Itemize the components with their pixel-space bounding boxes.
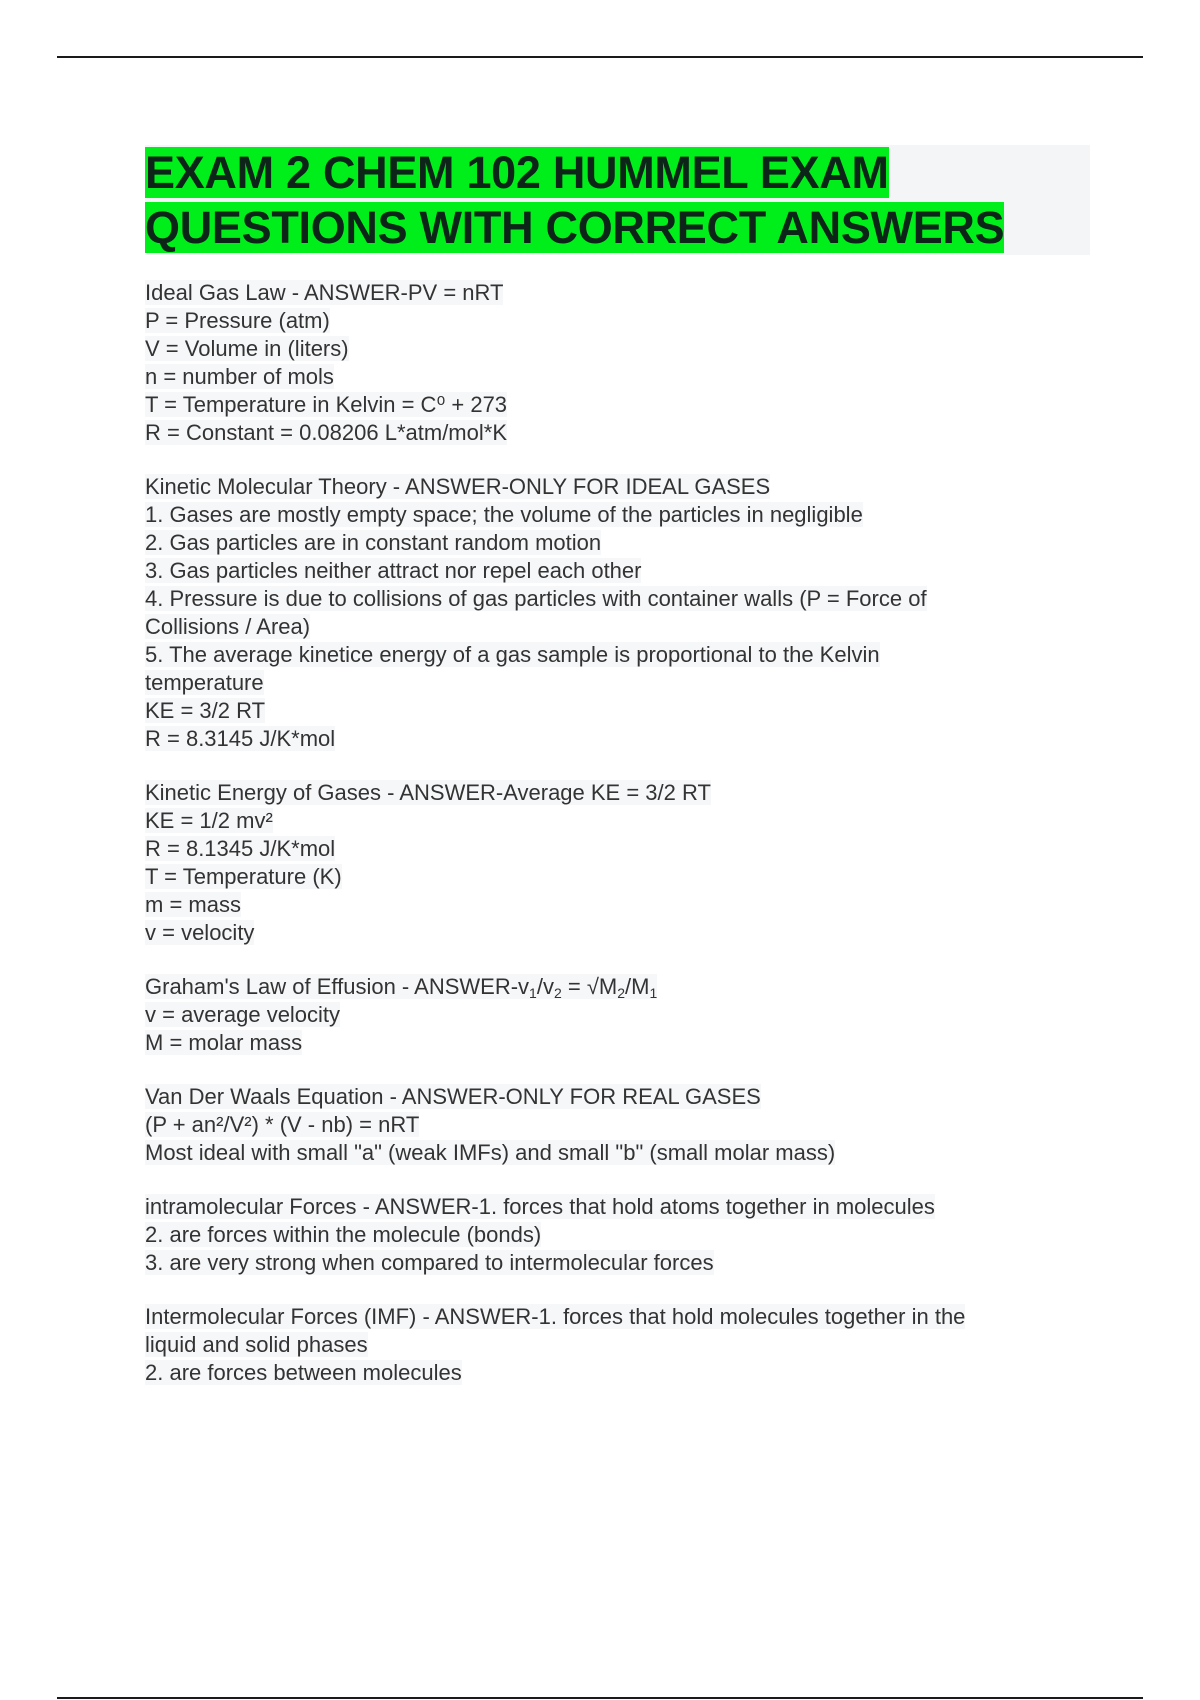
qa-kinetic-energy-of-gases — [145, 779, 1090, 947]
qa-intramolecular-forces — [145, 1193, 1090, 1277]
qa-line: 3. Gas particles neither attract nor repel each other — [145, 558, 642, 583]
qa-line: KE = 3/2 RT — [145, 698, 266, 723]
qa-line: Van Der Waals Equation - ANSWER-ONLY FOR REAL GASES — [145, 1084, 761, 1109]
bottom-rule — [57, 1697, 1143, 1699]
grahams-law-equation — [145, 974, 657, 999]
qa-line: temperature — [145, 670, 264, 695]
qa-line: KE = 1/2 mv² — [145, 808, 273, 833]
subscript: 1 — [529, 985, 537, 1001]
qa-line: R = 8.3145 J/K*mol — [145, 726, 336, 751]
qa-line: Most ideal with small "a" (weak IMFs) and small "b" (small molar mass) — [145, 1140, 836, 1165]
qa-line: intramolecular Forces - ANSWER-1. forces that hold atoms together in molecules — [145, 1194, 935, 1219]
qa-van-der-waals — [145, 1083, 1090, 1167]
qa-line: P = Pressure (atm) — [145, 308, 330, 333]
qa-line: n = number of mols — [145, 364, 334, 389]
top-rule — [57, 56, 1143, 58]
qa-line: liquid and solid phases — [145, 1332, 368, 1357]
document-title — [145, 145, 1090, 255]
subscript: 2 — [617, 985, 626, 1001]
qa-line: V = Volume in (liters) — [145, 336, 349, 361]
qa-line: v = average velocity — [145, 1002, 341, 1027]
qa-line: R = 8.1345 J/K*mol — [145, 836, 336, 861]
equation-text: /M — [625, 974, 650, 999]
qa-line: (P + an²/V²) * (V - nb) = nRT — [145, 1112, 420, 1137]
qa-intermolecular-forces — [145, 1303, 1090, 1387]
qa-ideal-gas-law — [145, 279, 1090, 447]
equation-text: Graham's Law of Effusion - ANSWER-v — [145, 974, 530, 999]
qa-line: Kinetic Energy of Gases - ANSWER-Average KE = 3/2 RT — [145, 780, 711, 805]
document-body — [145, 145, 1090, 1413]
qa-line: 4. Pressure is due to collisions of gas particles with container walls (P = Force of — [145, 586, 927, 611]
qa-line: v = velocity — [145, 920, 255, 945]
qa-line: m = mass — [145, 892, 241, 917]
equation-text: /v — [536, 974, 554, 999]
title-line-2: QUESTIONS WITH CORRECT ANSWERS — [145, 202, 1005, 253]
qa-line: 2. Gas particles are in constant random motion — [145, 530, 602, 555]
qa-line: Intermolecular Forces (IMF) - ANSWER-1. forces that hold molecules together in the — [145, 1304, 966, 1329]
qa-grahams-law — [145, 973, 1090, 1057]
title-block — [145, 145, 1090, 255]
qa-line: R = Constant = 0.08206 L*atm/mol*K — [145, 420, 507, 445]
qa-line: 3. are very strong when compared to intermolecular forces — [145, 1250, 714, 1275]
qa-line: 2. are forces between molecules — [145, 1360, 462, 1385]
qa-line: 1. Gases are mostly empty space; the volume of the particles in negligible — [145, 502, 863, 527]
qa-line: T = Temperature (K) — [145, 864, 342, 889]
qa-kinetic-molecular-theory — [145, 473, 1090, 753]
qa-line: M = molar mass — [145, 1030, 303, 1055]
title-line-1: EXAM 2 CHEM 102 HUMMEL EXAM — [145, 147, 889, 198]
qa-line: T = Temperature in Kelvin = C⁰ + 273 — [145, 392, 508, 417]
qa-line: 2. are forces within the molecule (bonds) — [145, 1222, 542, 1247]
qa-line: Kinetic Molecular Theory - ANSWER-ONLY FOR IDEAL GASES — [145, 474, 771, 499]
subscript: 2 — [553, 985, 562, 1001]
qa-line: 5. The average kinetice energy of a gas sample is proportional to the Kelvin — [145, 642, 880, 667]
qa-line: Ideal Gas Law - ANSWER-PV = nRT — [145, 280, 504, 305]
equation-text: = √M — [561, 974, 618, 999]
subscript: 1 — [649, 985, 658, 1001]
qa-line: Collisions / Area) — [145, 614, 311, 639]
